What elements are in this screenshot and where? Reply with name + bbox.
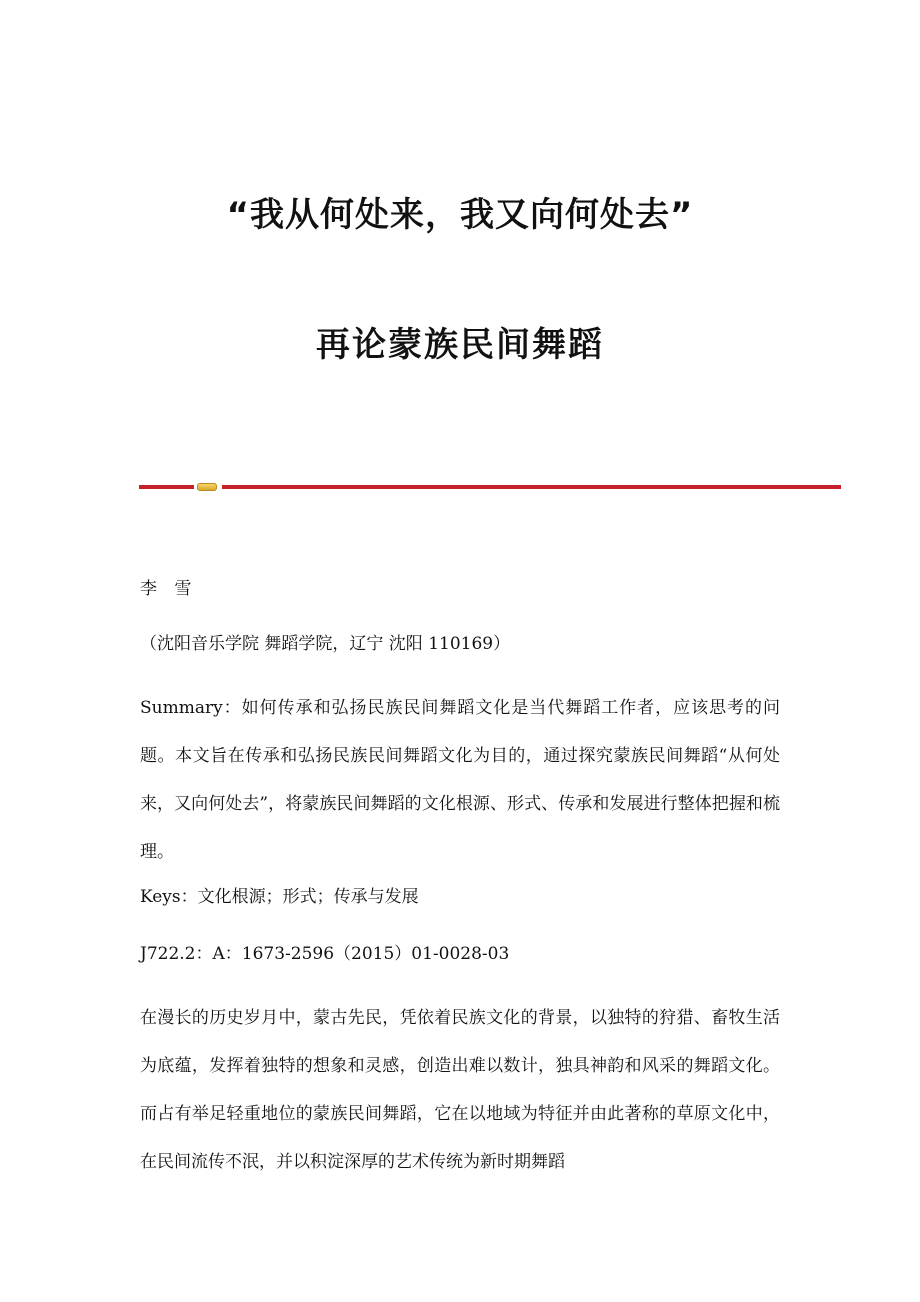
title-line-2: 再论蒙族民间舞蹈: [316, 325, 604, 365]
summary-text: 如何传承和弘扬民族民间舞蹈文化是当代舞蹈工作者，应该思考的问题。本文旨在传承和弘扬民族民间舞蹈文化为目的，通过探究蒙族民间舞蹈“从何处来，又向何处去”，将蒙族民间舞蹈的文化根源、形式、传承和发展进行整体把握和梳理。: [140, 698, 780, 862]
keywords-text: 文化根源；形式；传承与发展: [197, 887, 419, 907]
summary-section: [140, 684, 780, 876]
divider-ornament-icon: [197, 483, 217, 491]
author-name: 李 雪: [140, 579, 198, 599]
body-paragraph: 在漫长的历史岁月中，蒙古先民，凭依着民族文化的背景，以独特的狩猎、畜牧生活为底蕴，发挥着独特的想象和灵感，创造出难以数计，独具神韵和风采的舞蹈文化。而占有举足轻重地位的蒙族民间舞蹈，它在以地域为特征并由此著称的草原文化中，在民间流传不泯，并以积淀深厚的艺术传统为新时期舞蹈: [140, 1008, 780, 1172]
keywords-section: [140, 881, 780, 913]
keywords-label: Keys：: [140, 887, 198, 907]
title-line-1: “我从何处来，我又向何处去”: [226, 195, 694, 235]
divider-bar-right: [222, 485, 841, 489]
summary-label: Summary：: [140, 698, 242, 718]
author-affiliation: （沈阳音乐学院 舞蹈学院，辽宁 沈阳 110169）: [140, 634, 511, 654]
classification-code: J722.2：A：1673-2596（2015）01-0028-03: [140, 944, 510, 964]
title-divider: [139, 481, 841, 493]
divider-bar-left: [139, 485, 194, 489]
